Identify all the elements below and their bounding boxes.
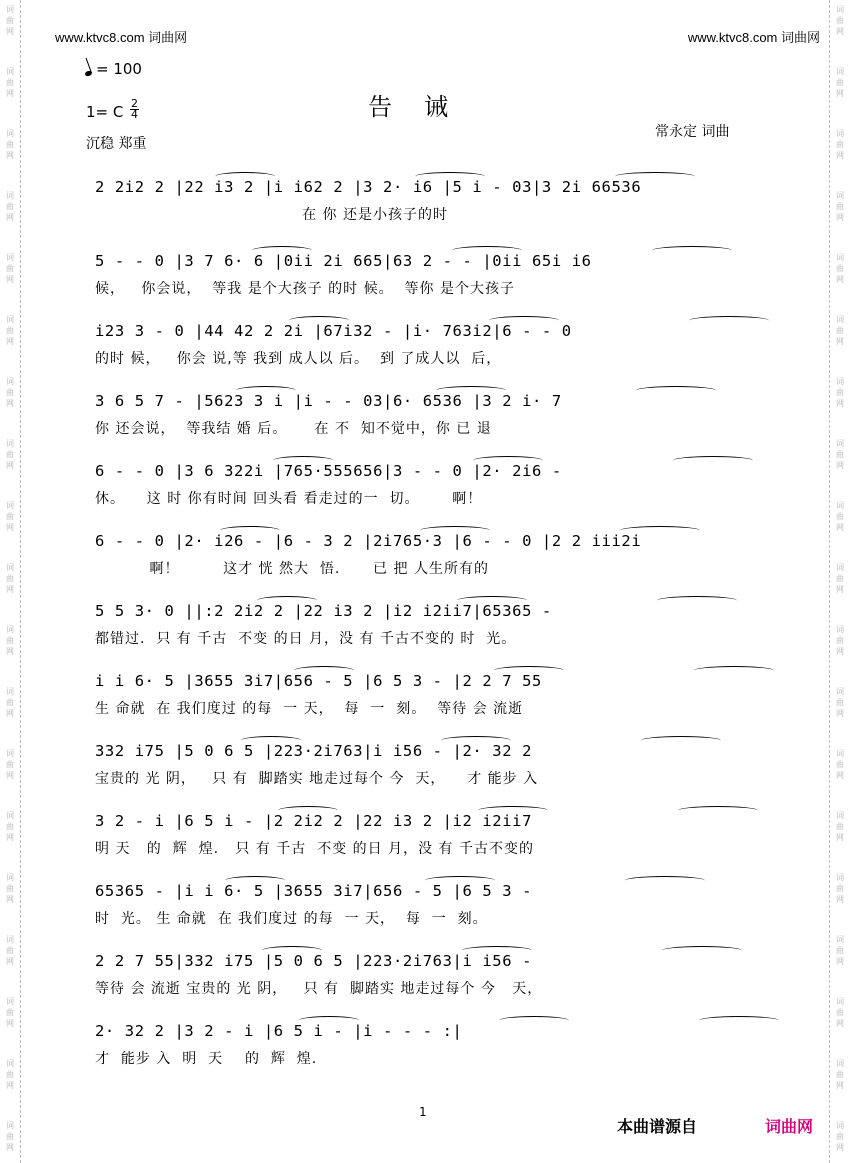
lyric-line: 等待 会 流逝 宝贵的 光 阴， 只 有 脚踏实 地走过每个 今 天， <box>95 981 543 997</box>
watermark-mark: 词 曲 网 <box>6 377 14 408</box>
quarter-note-icon <box>84 70 92 77</box>
time-sig-top: 2 <box>131 97 138 110</box>
author-credit: 常永定 词曲 <box>655 124 730 140</box>
song-title: 告诫 <box>368 93 480 121</box>
slur-mark <box>615 172 695 181</box>
watermark-mark: 词 曲 网 <box>6 873 14 904</box>
slur-mark <box>215 172 275 181</box>
watermark-mark: 词 曲 网 <box>836 129 844 160</box>
watermark-mark: 词 曲 网 <box>836 377 844 408</box>
slur-mark <box>441 736 511 745</box>
watermark-mark: 词 曲 网 <box>6 811 14 842</box>
slur-mark <box>241 736 301 745</box>
slur-mark <box>636 386 716 395</box>
slur-mark <box>673 456 753 465</box>
lyric-line: 宝贵的 光 阴， 只 有 脚踏实 地走过每个 今 天， 才 能步 入 <box>95 771 539 787</box>
lyric-line: 时 光。 生 命就 在 我们度过 的每 一 天， 每 一 刻。 <box>95 911 488 927</box>
watermark-mark: 词 曲 网 <box>836 439 844 470</box>
time-signature <box>130 99 139 120</box>
watermark-mark: 词 曲 网 <box>6 749 14 780</box>
slur-mark <box>462 946 532 955</box>
slur-mark <box>278 806 338 815</box>
watermark-mark: 词 曲 网 <box>836 563 844 594</box>
watermark-mark: 词 曲 网 <box>6 67 14 98</box>
notation-line: 65365 - |i i 6· 5 |3655 3i7|656 - 5 |6 5 3 - <box>95 882 532 900</box>
lyric-line: 你 还会说， 等我结 婚 后。 在 不 知不觉中，你 已 退 <box>95 421 492 437</box>
notation-line: 5 - - 0 |3 7 6· 6 |0ii 2i 665|63 2 - - |0ii 65i i6 <box>95 252 592 270</box>
key-signature: 1= C <box>86 103 124 121</box>
watermark-mark: 词 曲 网 <box>836 501 844 532</box>
slur-mark <box>415 172 485 181</box>
watermark-mark: 词 曲 网 <box>6 253 14 284</box>
page-number: 1 <box>419 1105 427 1119</box>
left-margin-strip <box>0 0 21 1163</box>
watermark-mark: 词 曲 网 <box>6 935 14 966</box>
lyric-line: 的时 候， 你会 说,等 我到 成人以 后。 到 了成人以 后， <box>95 351 502 367</box>
watermark-mark: 词 曲 网 <box>6 625 14 656</box>
slur-mark <box>694 666 774 675</box>
slur-mark <box>678 806 758 815</box>
slur-mark <box>257 596 317 605</box>
slur-mark <box>452 246 522 255</box>
watermark-mark: 词 曲 网 <box>836 687 844 718</box>
slur-mark <box>236 386 296 395</box>
watermark-mark: 词 曲 网 <box>6 129 14 160</box>
tempo-marking <box>85 60 142 78</box>
watermark-mark: 词 曲 网 <box>6 1059 14 1090</box>
notation-line: 2 2i2 2 |22 i3 2 |i i62 2 |3 2· i6 |5 i - 03|3 2i 66536 <box>95 178 642 196</box>
slur-mark <box>289 316 349 325</box>
notation-line: 2· 32 2 |3 2 - i |6 5 i - |i - - - :| <box>95 1022 463 1040</box>
watermark-mark: 词 曲 网 <box>836 811 844 842</box>
right-margin-strip <box>829 0 850 1163</box>
slur-mark <box>457 596 527 605</box>
lyric-line: 休。 这 时 你有时间 回头看 看走过的一 切。 啊！ <box>95 491 483 507</box>
lyric-line: 都错过. 只 有 千古 不变 的日 月，没 有 千古不变的 时 光。 <box>95 631 517 647</box>
watermark-mark: 词 曲 网 <box>836 997 844 1028</box>
slur-mark <box>662 946 742 955</box>
notation-line: 6 - - 0 |3 6 322i |765·555656|3 - - 0 |2· 2i6 - <box>95 462 562 480</box>
slur-mark <box>273 456 333 465</box>
notation-line: 3 2 - i |6 5 i - |2 2i2 2 |22 i3 2 |i2 i2ii7 <box>95 812 532 830</box>
watermark-mark: 词 曲 网 <box>6 1121 14 1152</box>
watermark-mark: 词 曲 网 <box>836 5 844 36</box>
notation-line: 332 i75 |5 0 6 5 |223·2i763|i i56 - |2· 32 2 <box>95 742 532 760</box>
watermark-mark: 词 曲 网 <box>836 315 844 346</box>
notation-line: 6 - - 0 |2· i26 - |6 - 3 2 |2i765·3 |6 - - 0 |2 2 iii2i <box>95 532 642 550</box>
notation-line: i23 3 - 0 |44 42 2 2i |67i32 - |i· 763i2|6 - - 0 <box>95 322 572 340</box>
slur-mark <box>489 316 559 325</box>
header-site-right[interactable]: www.ktvc8.com 词曲网 <box>687 30 820 45</box>
slur-mark <box>225 876 285 885</box>
notation-line: 2 2 7 55|332 i75 |5 0 6 5 |223·2i763|i i56 - <box>95 952 532 970</box>
watermark-mark: 词 曲 网 <box>6 5 14 36</box>
lyric-line: 才 能步 入 明 天 的 辉 煌. <box>95 1051 318 1067</box>
slur-mark <box>436 386 506 395</box>
slur-mark <box>652 246 732 255</box>
slur-mark <box>473 456 543 465</box>
watermark-mark: 词 曲 网 <box>836 1121 844 1152</box>
lyric-line: 明 天 的 辉 煌. 只 有 千古 不变 的日 月，没 有 千古不变的 <box>95 841 535 857</box>
slur-mark <box>699 1016 779 1025</box>
watermark-mark: 词 曲 网 <box>836 749 844 780</box>
slur-mark <box>499 1016 569 1025</box>
lyric-line: 在 你 还是小孩子的时 <box>95 207 449 223</box>
slur-mark <box>620 526 700 535</box>
lyric-line: 生 命就 在 我们度过 的每 一 天， 每 一 刻。 等待 会 流逝 <box>95 701 524 717</box>
slur-mark <box>299 1016 359 1025</box>
notation-line: 5 5 3· 0 ||:2 2i2 2 |22 i3 2 |i2 i2ii7|65365 - <box>95 602 552 620</box>
watermark-mark: 词 曲 网 <box>6 439 14 470</box>
slur-mark <box>478 806 548 815</box>
slur-mark <box>689 316 769 325</box>
watermark-mark: 词 曲 网 <box>836 1059 844 1090</box>
tempo-value: = 100 <box>96 60 142 78</box>
style-marking: 沉稳 郑重 <box>86 136 147 152</box>
source-label: 本曲谱源自 <box>617 1117 698 1136</box>
notation-line: i i 6· 5 |3655 3i7|656 - 5 |6 5 3 - |2 2 7 55 <box>95 672 542 690</box>
slur-mark <box>262 946 322 955</box>
watermark-mark: 词 曲 网 <box>836 625 844 656</box>
lyric-line: 候， 你会说， 等我 是个大孩子 的时 候。 等你 是个大孩子 <box>95 281 515 297</box>
slur-mark <box>220 526 280 535</box>
lyric-line: 啊！ 这才 恍 然大 悟. 已 把 人生所有的 <box>95 561 489 577</box>
slur-mark <box>420 526 490 535</box>
slur-mark <box>252 246 312 255</box>
watermark-mark: 词 曲 网 <box>836 253 844 284</box>
slur-mark <box>625 876 705 885</box>
slur-mark <box>641 736 721 745</box>
source-link[interactable]: 词曲网 <box>765 1117 814 1136</box>
slur-mark <box>425 876 495 885</box>
header-site-left[interactable]: www.ktvc8.com 词曲网 <box>55 30 188 45</box>
watermark-mark: 词 曲 网 <box>836 67 844 98</box>
slur-mark <box>657 596 737 605</box>
watermark-mark: 词 曲 网 <box>6 563 14 594</box>
slur-mark <box>294 666 354 675</box>
watermark-mark: 词 曲 网 <box>6 687 14 718</box>
time-sig-bottom: 4 <box>131 108 138 121</box>
watermark-mark: 词 曲 网 <box>836 935 844 966</box>
notation-line: 3 6 5 7 - |5623 3 i |i - - 03|6· 6536 |3 2 i· 7 <box>95 392 562 410</box>
watermark-mark: 词 曲 网 <box>836 191 844 222</box>
watermark-mark: 词 曲 网 <box>6 191 14 222</box>
slur-mark <box>494 666 564 675</box>
watermark-mark: 词 曲 网 <box>6 997 14 1028</box>
watermark-mark: 词 曲 网 <box>836 873 844 904</box>
watermark-mark: 词 曲 网 <box>6 501 14 532</box>
watermark-mark: 词 曲 网 <box>6 315 14 346</box>
